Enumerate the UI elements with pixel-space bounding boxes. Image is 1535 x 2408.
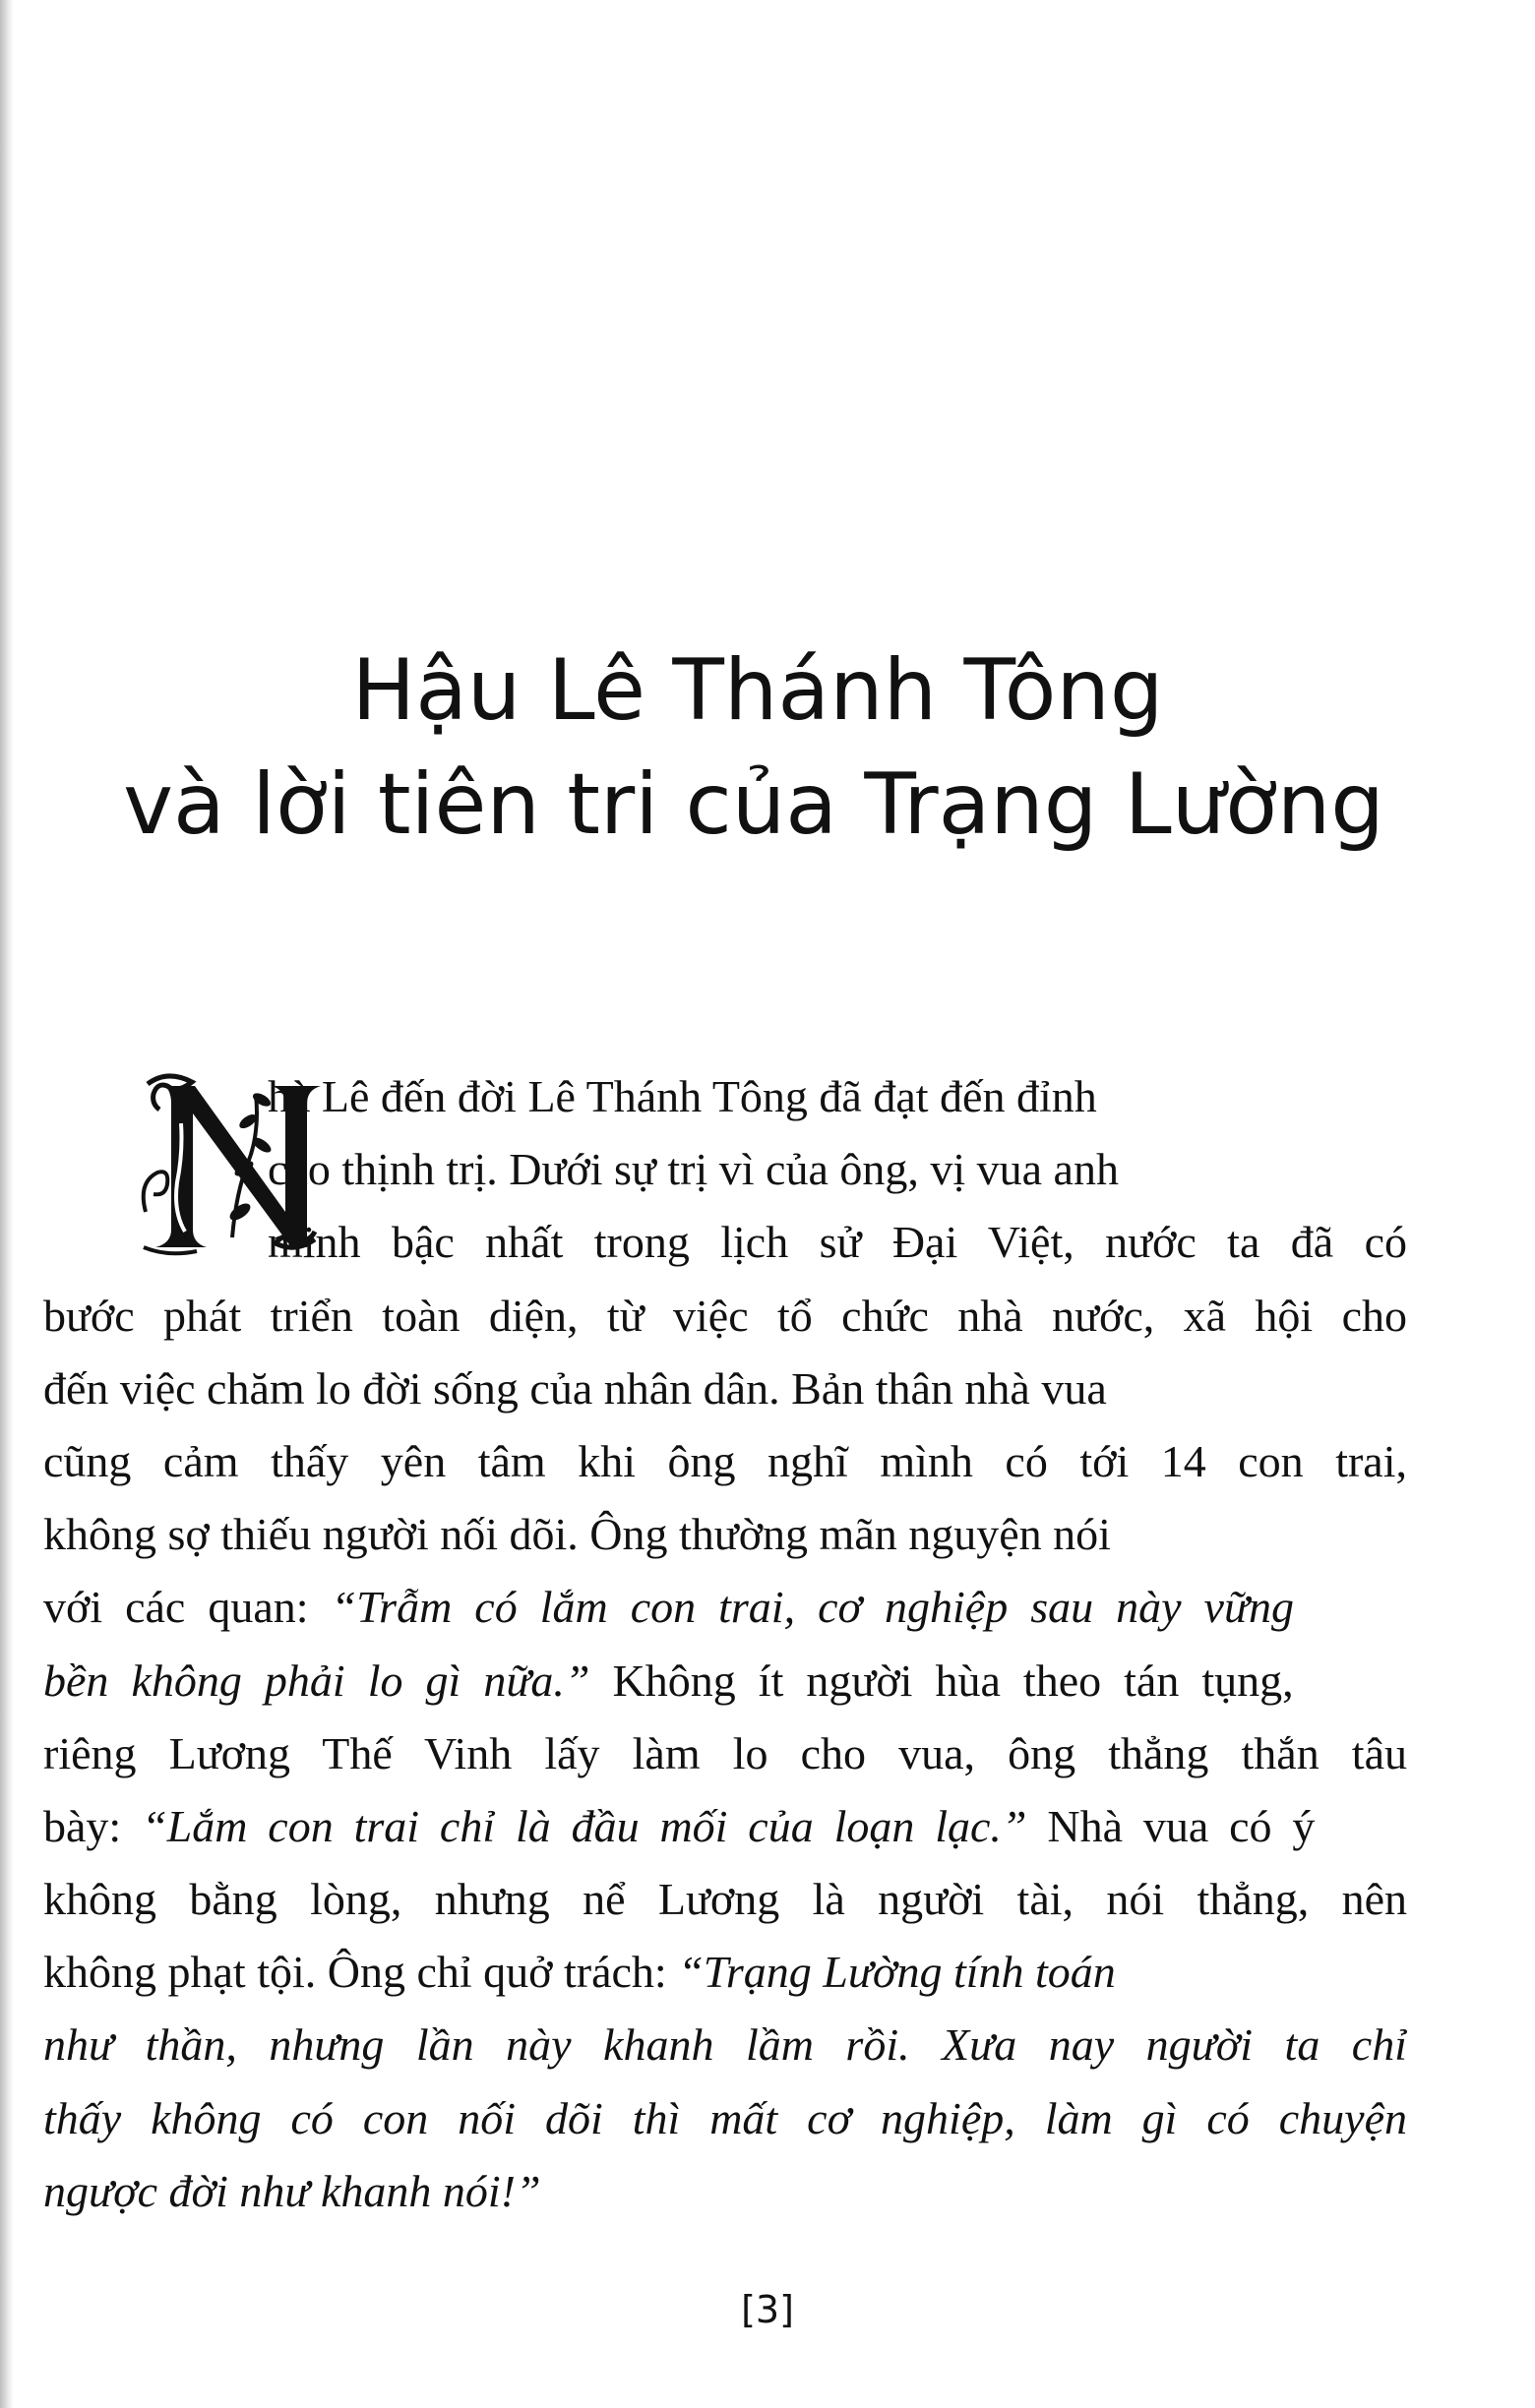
text-line — [43, 2082, 1407, 2155]
text-line-9-quote: bền không phải lo gì nữa.” — [43, 1655, 590, 1706]
text-line-10: riêng Lương Thế Vinh lấy làm lo cho vua, ông thẳng thắn tâu — [43, 1727, 1407, 1778]
text-line — [43, 1498, 1407, 1571]
text-line — [43, 1571, 1407, 1644]
text-line — [43, 1206, 1407, 1279]
chapter-title-line-2: và lời tiên tri của Trạng Lường — [123, 755, 1384, 854]
text-line — [43, 1280, 1407, 1353]
text-line-6: cũng cảm thấy yên tâm khi ông nghĩ mình có tới 14 con trai, — [43, 1435, 1407, 1486]
text-line-1: hà Lê đến đời Lê Thánh Tông đã đạt đến đỉnh — [268, 1071, 1097, 1121]
text-line — [43, 1863, 1407, 1936]
text-line-15: thấy không có con nối dõi thì mất cơ nghiệp, làm gì có chuyện — [43, 2092, 1407, 2143]
scan-edge-shadow — [0, 0, 14, 2408]
text-line-2: cao thịnh trị. Dưới sự trị vì của ông, vị vua anh — [268, 1144, 1119, 1195]
text-line-3: minh bậc nhất trong lịch sử Đại Việt, nước ta đã có — [268, 1217, 1407, 1268]
chapter-body-text — [43, 1060, 1407, 2228]
text-line-7: không sợ thiếu người nối dõi. Ông thường mãn nguyện nói — [43, 1509, 1111, 1560]
text-line-4: bước phát triển toàn diện, từ việc tổ chức nhà nước, xã hội cho — [43, 1290, 1407, 1341]
text-line-13-quote: “Trạng Lường tính toán — [678, 1947, 1116, 1998]
text-line-5: đến việc chăm lo đời sống của nhân dân. Bản thân nhà vua — [43, 1362, 1107, 1414]
text-line-14: như thần, nhưng lần này khanh lầm rồi. Xưa nay người ta chỉ — [43, 2019, 1407, 2071]
text-line-16: ngược đời như khanh nói!” — [43, 2165, 541, 2216]
text-line — [43, 1790, 1407, 1863]
text-line-9-plain: Không ít người hùa theo tán tụng, — [589, 1655, 1294, 1706]
text-line — [43, 1353, 1407, 1425]
text-line-11-tail: Nhà vua có ý — [1026, 1800, 1316, 1851]
text-line — [43, 1133, 1407, 1206]
text-line-11-plain: bày: — [43, 1800, 143, 1851]
page-number: [3] — [741, 2288, 794, 2331]
text-line — [43, 1717, 1407, 1790]
text-line-8-plain: với các quan: — [43, 1582, 332, 1633]
text-line-12: không bằng lòng, nhưng nể Lương là người tài, nói thẳng, nên — [43, 1874, 1407, 1925]
text-line — [43, 1645, 1407, 1717]
text-line-13-plain: không phạt tội. Ông chỉ quở trách: — [43, 1947, 679, 1998]
text-line — [43, 2155, 1407, 2228]
text-line — [43, 2009, 1407, 2081]
text-line-11-quote: “Lắm con trai chỉ là đầu mối của loạn lạc.” — [142, 1800, 1027, 1851]
text-line — [43, 1060, 1407, 1133]
chapter-title-line-1: Hậu Lê Thánh Tông — [351, 641, 1164, 740]
text-line — [43, 1936, 1407, 2009]
text-line — [43, 1425, 1407, 1498]
text-line-8-quote: “Trẫm có lắm con trai, cơ nghiệp sau này vững — [331, 1582, 1295, 1633]
